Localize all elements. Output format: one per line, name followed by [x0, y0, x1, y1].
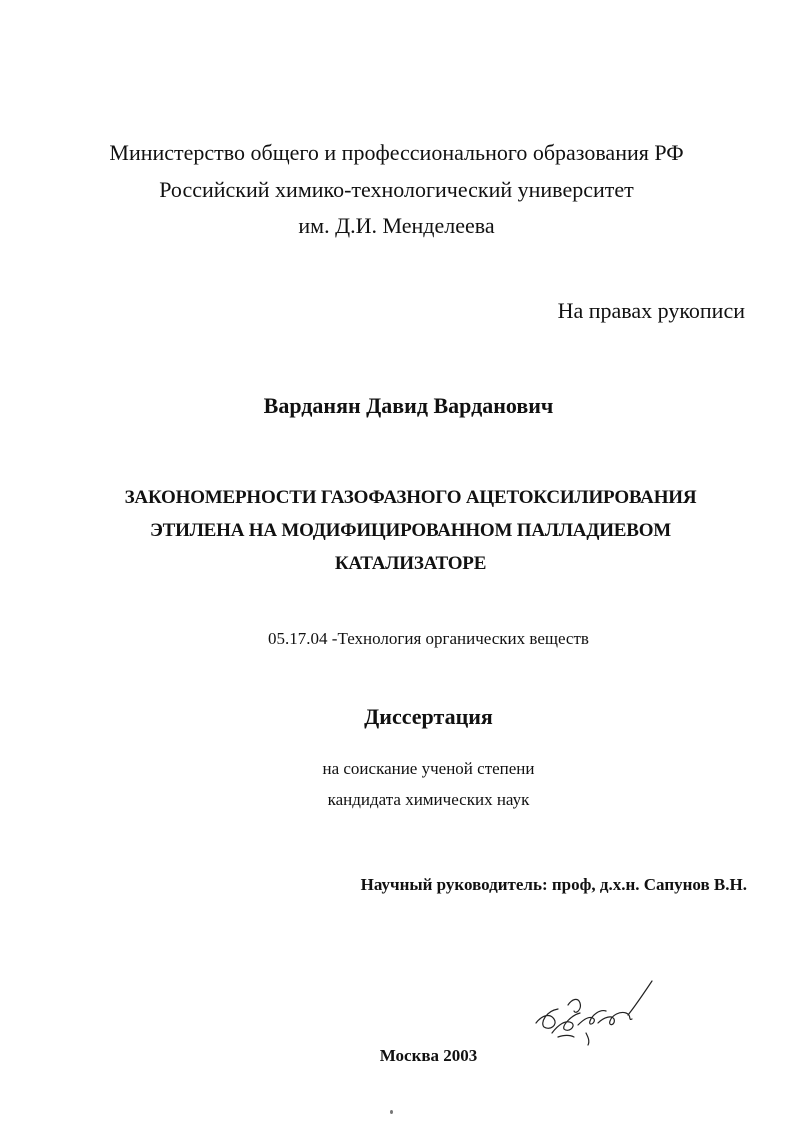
signature-image: [528, 975, 658, 1050]
specialty-line: 05.17.04 -Технология органических веществ: [268, 629, 589, 648]
city-year: Москва 2003: [379, 1046, 478, 1065]
degree-line-2: кандидата химических наук: [327, 790, 530, 809]
signature-stroke: [552, 1013, 580, 1033]
degree-line-1: на соискание ученой степени: [322, 759, 535, 778]
document-type: Диссертация: [364, 704, 493, 729]
named-after-line: им. Д.И. Менделеева: [298, 213, 495, 238]
university-line: Российский химико-технологический университет: [159, 177, 634, 202]
signature-stroke: [558, 1036, 574, 1038]
signature-stroke: [578, 1011, 606, 1025]
signature-stroke: [586, 1033, 589, 1045]
title-line-1: ЗАКОНОМЕРНОСТИ ГАЗОФАЗНОГО АЦЕТОКСИЛИРОВАНИЯ: [124, 487, 697, 508]
author-name: Варданян Давид Варданович: [263, 393, 554, 418]
signature-stroke: [598, 1012, 632, 1024]
supervisor-line: Научный руководитель: проф, д.х.н. Сапунов В.Н.: [360, 875, 747, 894]
signature-stroke: [536, 1009, 558, 1028]
scan-speck: [390, 1110, 393, 1114]
ministry-line: Министерство общего и профессионального образования РФ: [109, 140, 684, 165]
signature-stroke: [568, 999, 580, 1012]
title-line-2: ЭТИЛЕНА НА МОДИФИЦИРОВАННОМ ПАЛЛАДИЕВОМ: [149, 520, 672, 541]
title-line-3: КАТАЛИЗАТОРЕ: [334, 553, 487, 574]
signature-stroke: [628, 981, 652, 1015]
manuscript-rights: На правах рукописи: [557, 298, 745, 323]
